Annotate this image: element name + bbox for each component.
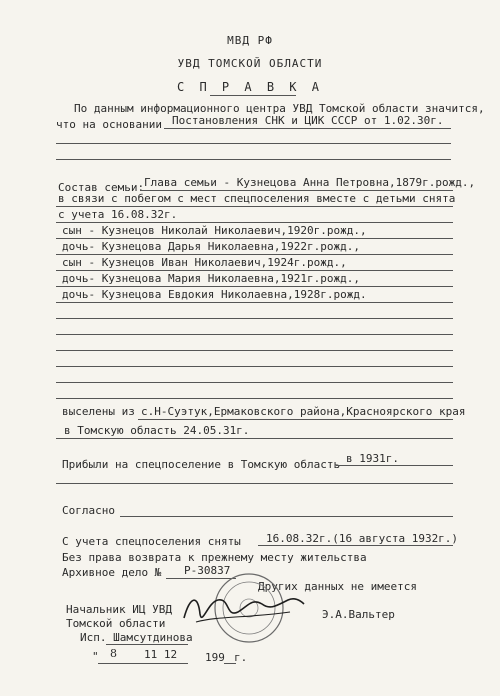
eviction-place: с.Н-Суэтук,Ермаковского района,Красноярского края (141, 405, 466, 418)
family-rule-2 (56, 206, 453, 207)
family-head: Глава семьи - Кузнецова Анна Петровна,1879г.рожд., (144, 176, 476, 189)
family-rule-7 (56, 286, 453, 287)
chief-name: Э.А.Вальтер (322, 608, 395, 621)
basis-rule (164, 128, 451, 129)
family-member: дочь- Кузнецова Евдокия Николаевна,1928г.рожд. (62, 288, 367, 301)
family-rule-1 (140, 190, 453, 191)
no-return-clause: Без права возврата к прежнему месту жительства (62, 551, 367, 564)
arrival-label: Прибыли на спецпоселение в Томскую область (62, 458, 341, 471)
intro-basis-label: что на основании (56, 118, 162, 131)
family-member: дочь- Кузнецова Дарья Николаевна,1922г.рожд., (62, 240, 361, 253)
chief-position-line-1: Начальник ИЦ УВД (66, 603, 172, 616)
blank-rule (56, 366, 453, 367)
date-month: 11 12 (144, 648, 178, 661)
family-note-1: в связи с побегом с мест спецпоселения вместе с детьми снята (58, 192, 456, 205)
blank-rule (56, 334, 453, 335)
no-other-data: Других данных не имеется (258, 580, 417, 593)
archive-label: Архивное дело № (62, 566, 162, 579)
blank-rule (56, 318, 453, 319)
date-open-quote: " (92, 650, 99, 663)
agreement-rule (120, 516, 453, 517)
eviction-rule-1 (138, 419, 453, 420)
removal-rule (258, 545, 453, 546)
archive-number: Р-30837 (184, 564, 231, 577)
date-rule (98, 663, 188, 664)
family-rule-8 (56, 302, 453, 303)
blank-rule (56, 483, 453, 484)
arrival-year: в 1931г. (346, 452, 399, 465)
intro-line-1: По данным информационного центра УВД Томской области значится, (74, 102, 485, 115)
family-rule-3 (56, 222, 453, 223)
family-rule-5 (56, 254, 453, 255)
performer: Исп. Шамсутдинова (80, 631, 193, 644)
ministry-heading: МВД РФ (227, 34, 273, 47)
family-member: дочь- Кузнецова Мария Николаевна,1921г.рожд., (62, 272, 361, 285)
blank-rule (56, 350, 453, 351)
title-underline (210, 95, 296, 96)
eviction-rule-2 (56, 438, 453, 439)
date-year-suffix: г. (234, 651, 248, 664)
removal-date: 16.08.32г.(16 августа 1932г.) (266, 532, 459, 545)
family-label: Состав семьи: (58, 181, 145, 194)
family-note-2: с учета 16.08.32г. (58, 208, 178, 221)
eviction-destination: в Томскую область 24.05.31г. (64, 424, 250, 437)
chief-position-line-2: Томской области (66, 617, 166, 630)
blank-rule-2 (56, 159, 451, 160)
removal-label: С учета спецпоселения сняты (62, 535, 241, 548)
agreement-label: Согласно (62, 504, 115, 517)
intro-basis-value: Постановления СНК и ЦИК СССР от 1.02.30г. (172, 114, 444, 127)
blank-rule (56, 398, 453, 399)
date-year-rule (224, 663, 236, 664)
blank-rule (56, 382, 453, 383)
date-day: 8 (110, 647, 117, 660)
department-heading: УВД ТОМСКОЙ ОБЛАСТИ (177, 57, 323, 70)
family-member: сын - Кузнецов Иван Николаевич,1924г.рожд., (62, 256, 347, 269)
eviction-label: выселены из (62, 405, 135, 418)
handwritten-signature (178, 588, 308, 630)
family-rule-6 (56, 270, 453, 271)
document-title: С П Р А В К А (177, 80, 323, 94)
performer-rule (106, 644, 188, 645)
arrival-rule (336, 465, 453, 466)
date-year-prefix: 199 (205, 651, 225, 664)
blank-rule-1 (56, 143, 451, 144)
family-member: сын - Кузнецов Николай Николаевич,1920г.рожд., (62, 224, 367, 237)
family-rule-4 (56, 238, 453, 239)
